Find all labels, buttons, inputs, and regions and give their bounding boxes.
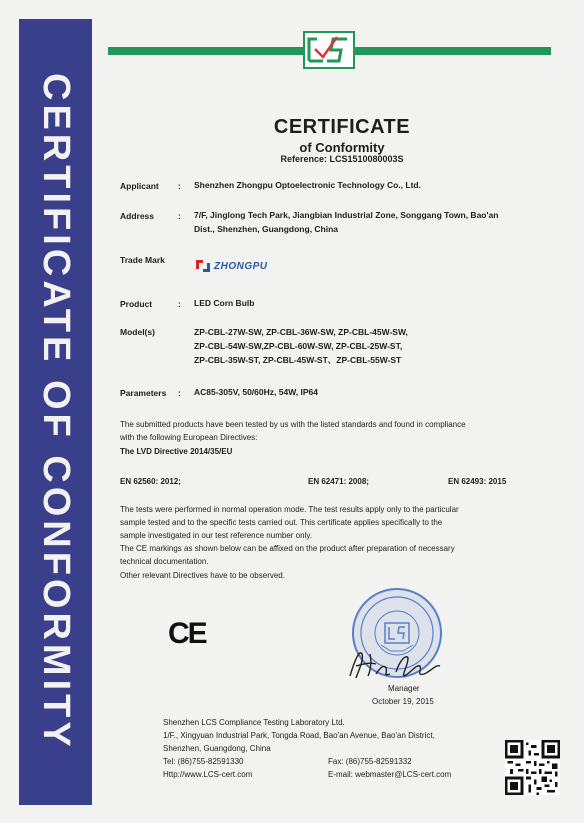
models-line-2: ZP-CBL-54W-SW,ZP-CBL-60W-SW, ZP-CBL-25W-ST,: [194, 341, 403, 351]
parameters-value: AC85-305V, 50/60Hz, 54W, IP64: [194, 387, 318, 397]
test-note-line-4: The CE markings as shown below can be affixed on the product after preparation of necessary: [120, 544, 455, 553]
standard-3: EN 62493: 2015: [448, 477, 507, 486]
address-colon: :: [178, 211, 181, 221]
sidebar-title: CERTIFICATE OF CONFORMITY: [35, 73, 77, 751]
address-line-1: 7/F, Jinglong Tech Park, Jiangbian Industrial Zone, Songgang Town, Bao'an: [194, 210, 499, 220]
manager-signature: [346, 646, 444, 682]
certificate-title: CERTIFICATE: [273, 116, 411, 138]
address-label: Address: [120, 211, 155, 221]
trademark-text: ZHONGPU: [214, 260, 268, 272]
parameters-label: Parameters: [120, 388, 167, 398]
standard-1: EN 62560: 2012;: [120, 477, 181, 486]
models-line-3: ZP-CBL-35W-ST, ZP-CBL-45W-ST、ZP-CBL-55W-ST: [194, 355, 402, 365]
lab-email: E-mail: webmaster@LCS-cert.com: [328, 770, 452, 779]
applicant-value: Shenzhen Zhongpu Optoelectronic Technology Co., Ltd.: [194, 180, 421, 190]
signatory-role: Manager: [388, 684, 420, 693]
applicant-colon: :: [178, 181, 181, 191]
parameters-colon: :: [178, 388, 181, 398]
sidebar-band: [19, 19, 92, 805]
test-note-line-6: Other relevant Directives have to be observed.: [120, 571, 285, 580]
models-label: Model(s): [120, 327, 155, 337]
test-note-line-2: sample tested and to the specific tests carried out. This certificate applies specifically to the: [120, 518, 443, 527]
header-rule-left: [108, 47, 304, 55]
product-colon: :: [178, 299, 181, 309]
signature-date: October 19, 2015: [372, 697, 434, 706]
standard-2: EN 62471: 2008;: [308, 477, 369, 486]
lab-tel: Tel: (86)755-82591330: [163, 757, 244, 766]
ce-mark: CE: [168, 617, 206, 650]
certificate-subtitle: of Conformity: [299, 140, 385, 155]
lab-address-line-2: Shenzhen, Guangdong, China: [163, 744, 271, 753]
trademark-label: Trade Mark: [120, 255, 165, 265]
product-value: LED Corn Bulb: [194, 298, 255, 308]
lab-address-line-1: 1/F., Xingyuan Industrial Park, Tongda Road, Bao'an Avenue, Bao'an District,: [163, 731, 435, 740]
compliance-text-line-1: The submitted products have been tested by us with the listed standards and found in compliance: [120, 420, 466, 429]
header-rule-right: [355, 47, 551, 55]
directive-name: The LVD Directive 2014/35/EU: [120, 447, 233, 456]
test-note-line-5: technical documentation.: [120, 557, 209, 566]
compliance-text-line-2: with the following European Directives:: [120, 433, 258, 442]
product-label: Product: [120, 299, 153, 309]
lab-website: Http://www.LCS-cert.com: [163, 770, 253, 779]
applicant-label: Applicant: [120, 181, 159, 191]
lab-fax: Fax: (86)755-82591332: [328, 757, 412, 766]
zhongpu-logo-icon: [195, 259, 211, 273]
lcs-logo-icon: [303, 31, 355, 69]
test-note-line-1: The tests were performed in normal operation mode. The test results apply only to the particular: [120, 505, 459, 514]
reference-number: Reference: LCS1510080003S: [280, 154, 404, 164]
address-line-2: Dist., Shenzhen, Guangdong, China: [194, 224, 339, 234]
lab-name: Shenzhen LCS Compliance Testing Laboratory Ltd.: [163, 718, 345, 727]
qr-code-icon: [505, 740, 560, 795]
test-note-line-3: sample investigated in our test reference number only.: [120, 531, 312, 540]
trademark-logo: [195, 259, 268, 273]
models-line-1: ZP-CBL-27W-SW, ZP-CBL-36W-SW, ZP-CBL-45W-SW,: [194, 327, 408, 337]
